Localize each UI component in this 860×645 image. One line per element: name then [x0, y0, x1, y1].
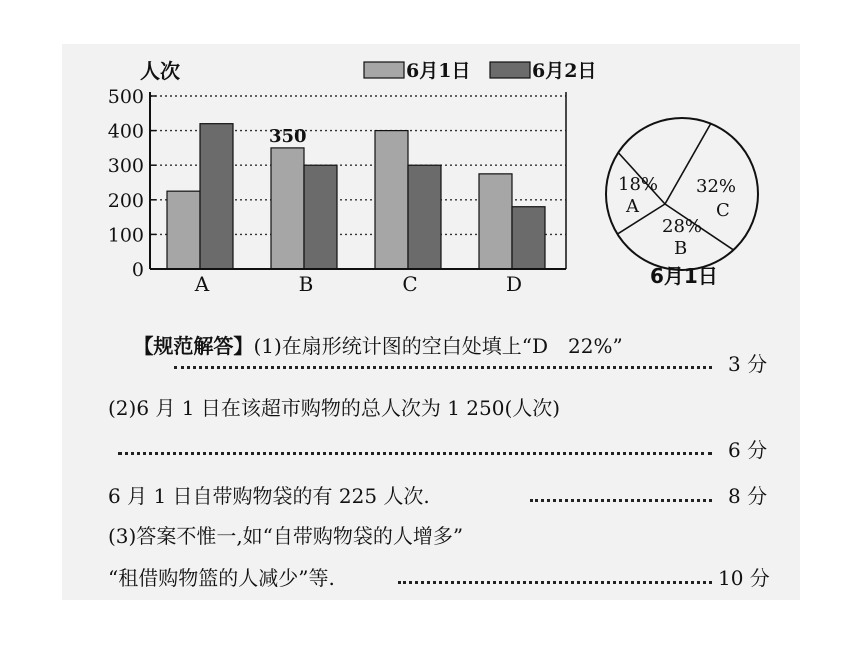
bar-chart	[62, 44, 597, 296]
y-tick-label: 0	[131, 259, 144, 281]
solution-line-1	[108, 310, 623, 382]
legend-label: 6月2日	[532, 60, 597, 82]
bar-c-series-1	[375, 131, 408, 269]
legend-swatch	[490, 62, 530, 78]
y-axis-label: 人次	[140, 59, 180, 83]
pie-slice-b-label: B	[674, 238, 688, 259]
score-line-5: 10 分	[718, 566, 770, 590]
pie-slice-a-label: A	[626, 196, 639, 217]
pie-slice-c-percent: 32%	[696, 176, 737, 197]
x-category-label: B	[298, 272, 314, 296]
pie-slice-c-label: C	[716, 200, 730, 221]
bar-b-series-1	[271, 148, 304, 269]
bar-c-series-2	[408, 165, 441, 269]
solution-page	[62, 44, 800, 600]
score-line-1: 3 分	[728, 352, 768, 376]
x-category-label: D	[505, 272, 523, 296]
solution-heading: 【规范解答】	[133, 334, 254, 358]
bar-a-series-1	[167, 191, 200, 269]
dotted-leader	[398, 581, 712, 584]
x-category-label: C	[402, 272, 418, 296]
score-line-2: 6 分	[728, 438, 768, 462]
y-tick-label: 500	[107, 86, 144, 108]
solution-line-4: (3)答案不惟一,如“自带购物袋的人增多”	[108, 524, 464, 548]
y-tick-label: 200	[107, 189, 144, 212]
pie-slice-b-percent: 28%	[662, 216, 703, 237]
solution-line-3: 6 月 1 日自带购物袋的有 225 人次.	[108, 484, 430, 508]
legend-label: 6月1日	[406, 60, 471, 82]
dotted-leader	[174, 366, 712, 369]
solution-line-5: “租借购物篮的人减少”等.	[108, 566, 335, 590]
pie-slice-a-percent: 18%	[618, 174, 659, 195]
pie-title: 6月1日	[650, 264, 718, 288]
bar-b-series-2	[304, 165, 337, 269]
score-line-3: 8 分	[728, 484, 768, 508]
bar-value-label-b: 350	[269, 125, 307, 147]
bar-a-series-2	[200, 124, 233, 269]
solution-line-2: (2)6 月 1 日在该超市购物的总人次为 1 250(人次)	[108, 396, 561, 420]
y-tick-label: 300	[107, 155, 144, 178]
bar-d-series-2	[512, 207, 545, 269]
pie-slice-divider	[617, 204, 665, 234]
dotted-leader	[530, 499, 712, 502]
y-tick-label: 100	[107, 224, 144, 247]
chart-legend	[364, 60, 596, 82]
bar-d-series-1	[479, 174, 512, 269]
dotted-leader	[118, 452, 712, 455]
solution-line-1-text: (1)在扇形统计图的空白处填上“D 22%”	[253, 334, 623, 358]
y-tick-label: 400	[107, 120, 144, 143]
legend-swatch	[364, 62, 404, 78]
x-category-label: A	[194, 272, 210, 296]
